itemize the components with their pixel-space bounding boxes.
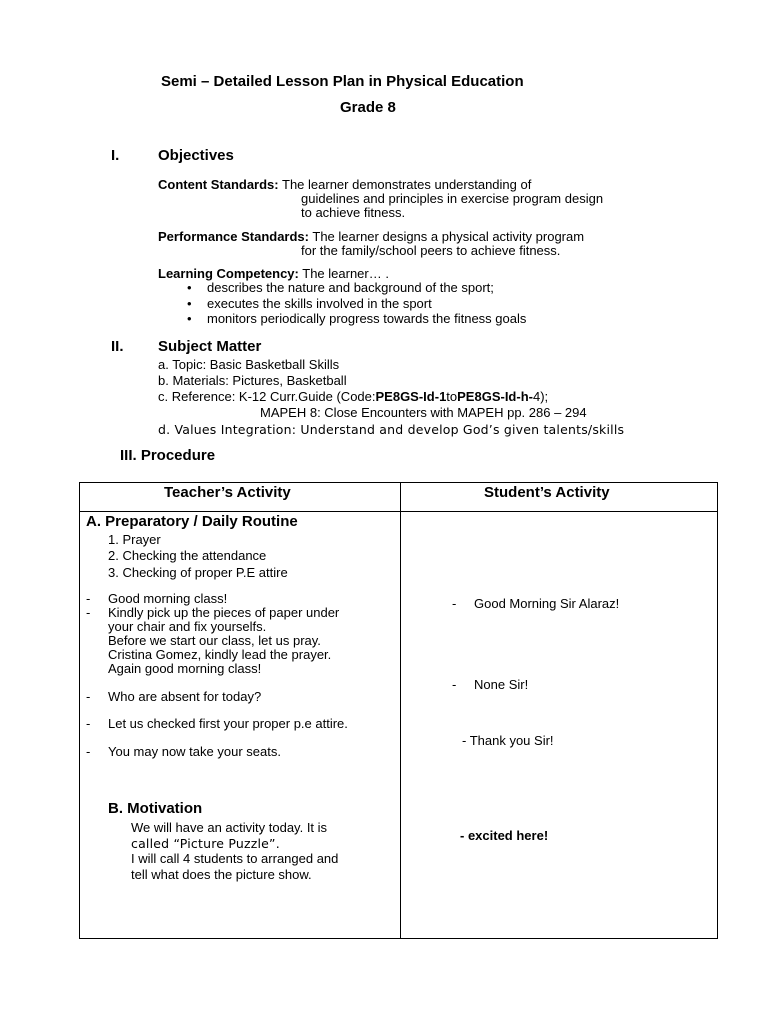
content-standards-label: Content Standards: xyxy=(158,177,279,192)
header-teacher-activity: Teacher’s Activity xyxy=(164,484,291,501)
list-item: • monitors periodically progress towards the fitness goals xyxy=(185,311,526,327)
competency-bullets xyxy=(185,280,526,327)
reference-prefix: c. Reference: K-12 Curr.Guide (Code: xyxy=(158,389,376,404)
grade-label: Grade 8 xyxy=(340,99,396,116)
teacher-line: Again good morning class! xyxy=(108,661,262,676)
values-integration-line: d. Values Integration: Understand and develop God’s given talents/skills xyxy=(158,422,625,437)
performance-standards-line-2: for the family/school peers to achieve fitness. xyxy=(301,243,561,258)
step-prayer: 1. Prayer xyxy=(108,532,161,547)
objectives-heading: Objectives xyxy=(158,147,234,164)
step-attendance: 2. Checking the attendance xyxy=(108,548,267,563)
teacher-line: Good morning class! xyxy=(108,591,228,606)
dash-bullet: - xyxy=(86,689,91,704)
student-line: - Thank you Sir! xyxy=(462,733,554,748)
section-b-heading: B. Motivation xyxy=(108,800,203,817)
dash-bullet: - xyxy=(86,716,91,731)
student-line: Good Morning Sir Alaraz! xyxy=(474,596,620,611)
student-line: - excited here! xyxy=(460,828,549,843)
teacher-line: You may now take your seats. xyxy=(108,744,281,759)
performance-standards-label: Performance Standards: xyxy=(158,229,309,244)
learning-competency xyxy=(158,266,389,281)
teacher-line: Cristina Gomez, kindly lead the prayer. xyxy=(108,647,332,662)
motivation-line: We will have an activity today. It is xyxy=(131,820,328,835)
learning-competency-label: Learning Competency: xyxy=(158,266,299,281)
content-standards xyxy=(158,177,531,192)
teacher-line: Kindly pick up the pieces of paper under xyxy=(108,605,340,620)
content-standards-line-1: The learner demonstrates understanding of xyxy=(282,177,532,192)
subject-matter-heading: Subject Matter xyxy=(158,338,262,355)
header-student-activity: Student’s Activity xyxy=(484,484,610,501)
dash-bullet: - xyxy=(86,591,91,606)
dash-bullet: - xyxy=(86,605,91,620)
content-standards-line-3: to achieve fitness. xyxy=(301,205,406,220)
dash-bullet: - xyxy=(86,744,91,759)
motivation-line: called “Picture Puzzle”. xyxy=(131,836,280,851)
section-a-heading: A. Preparatory / Daily Routine xyxy=(86,513,298,530)
reference-code-1: PE8GS-Id-1 xyxy=(375,389,447,404)
teacher-line: Who are absent for today? xyxy=(108,689,262,704)
table-column-divider xyxy=(400,482,401,939)
procedure-heading: III. Procedure xyxy=(120,447,216,464)
materials-line: b. Materials: Pictures, Basketball xyxy=(158,373,347,388)
performance-standards-line-1: The learner designs a physical activity program xyxy=(312,229,585,244)
step-attire: 3. Checking of proper P.E attire xyxy=(108,565,288,580)
table-header-divider xyxy=(79,511,718,512)
topic-line: a. Topic: Basic Basketball Skills xyxy=(158,357,340,372)
content-standards-line-2: guidelines and principles in exercise program design xyxy=(301,191,604,206)
document-title: Semi – Detailed Lesson Plan in Physical Education xyxy=(161,73,524,90)
reference-code-2: PE8GS-Id-h- xyxy=(457,389,533,404)
dash-bullet: - xyxy=(452,677,457,692)
learning-competency-text: The learner… . xyxy=(302,266,389,281)
motivation-line: I will call 4 students to arranged and xyxy=(131,851,339,866)
reference-line xyxy=(158,389,548,404)
list-item: • executes the skills involved in the sport xyxy=(185,296,526,312)
performance-standards xyxy=(158,229,584,244)
section-numeral-objectives: I. xyxy=(111,147,120,164)
reference-line-2: MAPEH 8: Close Encounters with MAPEH pp. 286 – 294 xyxy=(260,405,587,420)
teacher-line: Before we start our class, let us pray. xyxy=(108,633,321,648)
reference-code-2-suffix: 4); xyxy=(532,389,549,404)
reference-to: to xyxy=(446,389,458,404)
motivation-line: tell what does the picture show. xyxy=(131,867,312,882)
list-item: • describes the nature and background of the sport; xyxy=(185,280,526,296)
student-line: None Sir! xyxy=(474,677,529,692)
dash-bullet: - xyxy=(452,596,457,611)
teacher-line: Let us checked first your proper p.e attire. xyxy=(108,716,348,731)
teacher-line: your chair and fix yourselfs. xyxy=(108,619,267,634)
section-numeral-subject-matter: II. xyxy=(111,338,124,355)
